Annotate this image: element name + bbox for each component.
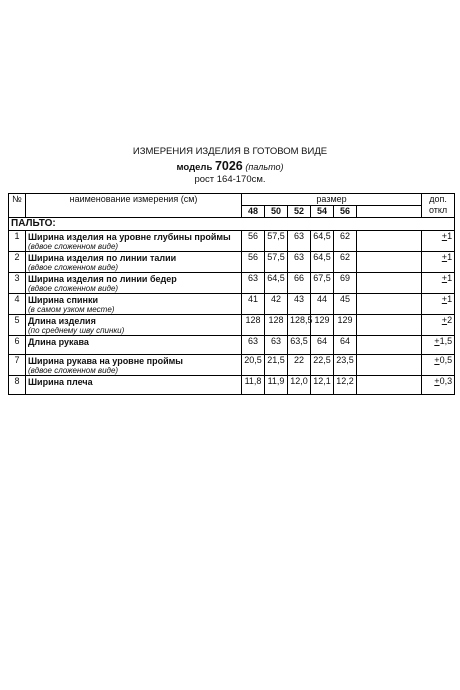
empty-cell — [357, 231, 422, 252]
tolerance-cell — [422, 315, 455, 336]
tolerance-value: 1 — [447, 273, 453, 283]
tolerance-value: 0,5 — [439, 355, 453, 365]
tolerance-sign: + — [441, 231, 448, 241]
size-value: 69 — [334, 273, 357, 294]
size-value: 66 — [288, 273, 311, 294]
measurement-name-cell — [26, 294, 242, 315]
size-value: 22,5 — [311, 355, 334, 376]
size-value: 62 — [334, 252, 357, 273]
size-value: 12,2 — [334, 376, 357, 395]
measurement-name: Ширина изделия по линии бедер — [28, 274, 177, 284]
tolerance-sign: + — [434, 376, 440, 386]
size-value: 21,5 — [265, 355, 288, 376]
tolerance-cell — [422, 376, 455, 395]
row-number: 6 — [9, 336, 26, 355]
header-tolerance-1: доп. — [429, 194, 447, 204]
row-number: 7 — [9, 355, 26, 376]
measurement-name: Длина изделия — [28, 316, 96, 326]
tolerance-value: 1,5 — [439, 336, 453, 346]
size-value: 128,5 — [288, 315, 311, 336]
tolerance-sign: + — [441, 252, 448, 262]
model-number: 7026 — [214, 159, 243, 173]
tolerance-sign: + — [434, 355, 440, 365]
row-number: 5 — [9, 315, 26, 336]
measurement-table — [8, 193, 455, 395]
size-value: 56 — [242, 252, 265, 273]
size-value: 63 — [288, 231, 311, 252]
model-label: модель — [176, 162, 213, 173]
size-value: 43 — [288, 294, 311, 315]
empty-cell — [357, 376, 422, 395]
size-value: 62 — [334, 231, 357, 252]
row-number: 1 — [9, 231, 26, 252]
measurement-note: (вдвое сложенном виде) — [28, 263, 119, 272]
row-number: 4 — [9, 294, 26, 315]
tolerance-value: 1 — [447, 231, 453, 241]
size-value: 23,5 — [334, 355, 357, 376]
size-value: 44 — [311, 294, 334, 315]
measurement-name: Ширина плеча — [28, 377, 93, 387]
tolerance-cell — [422, 355, 455, 376]
empty-cell — [357, 315, 422, 336]
measurement-name: Ширина рукава на уровне проймы — [28, 356, 183, 366]
size-empty — [357, 206, 422, 218]
tolerance-sign: + — [434, 336, 440, 346]
size-value: 11,9 — [265, 376, 288, 395]
size-value: 129 — [311, 315, 334, 336]
table-row — [9, 355, 455, 376]
size-value: 63 — [242, 273, 265, 294]
tolerance-cell — [422, 252, 455, 273]
measurement-name: Ширина спинки — [28, 295, 98, 305]
size-value: 41 — [242, 294, 265, 315]
tolerance-value: 2 — [447, 315, 453, 325]
table-row — [9, 252, 455, 273]
measurement-name-cell — [26, 376, 242, 395]
measurement-note: (в самом узком месте) — [28, 305, 115, 314]
measurement-name-cell — [26, 315, 242, 336]
size-56: 56 — [334, 206, 357, 218]
size-value: 128 — [242, 315, 265, 336]
row-number: 2 — [9, 252, 26, 273]
document-title: ИЗМЕРЕНИЯ ИЗДЕЛИЯ В ГОТОВОМ ВИДЕ — [132, 146, 328, 157]
size-value: 63 — [265, 336, 288, 355]
size-value: 64 — [334, 336, 357, 355]
empty-cell — [357, 273, 422, 294]
table-row — [9, 315, 455, 336]
size-value: 11,8 — [242, 376, 265, 395]
size-value: 63 — [242, 336, 265, 355]
empty-cell — [357, 355, 422, 376]
measurement-name: Ширина изделия на уровне глубины проймы — [28, 232, 231, 242]
header-size: размер — [242, 194, 422, 206]
size-value: 67,5 — [311, 273, 334, 294]
measurement-note: (по среднему шву спинки) — [28, 326, 125, 335]
size-value: 64,5 — [265, 273, 288, 294]
tolerance-value: 1 — [447, 294, 453, 304]
header-tolerance — [422, 194, 455, 218]
table-row — [9, 294, 455, 315]
size-value: 22 — [288, 355, 311, 376]
size-48: 48 — [242, 206, 265, 218]
size-value: 64,5 — [311, 231, 334, 252]
size-52: 52 — [288, 206, 311, 218]
size-value: 57,5 — [265, 252, 288, 273]
empty-cell — [357, 294, 422, 315]
model-note: (пальто) — [245, 162, 284, 172]
row-number: 3 — [9, 273, 26, 294]
measurement-note: (вдвое сложенном виде) — [28, 284, 119, 293]
header-tolerance-2: откл — [428, 205, 448, 215]
measurement-name-cell — [26, 231, 242, 252]
table-header-row — [9, 194, 455, 206]
tolerance-cell — [422, 294, 455, 315]
table-row — [9, 273, 455, 294]
row-number: 8 — [9, 376, 26, 395]
measurement-name-cell — [26, 252, 242, 273]
table-row — [9, 336, 455, 355]
size-value: 64 — [311, 336, 334, 355]
size-value: 56 — [242, 231, 265, 252]
size-value: 64,5 — [311, 252, 334, 273]
size-50: 50 — [265, 206, 288, 218]
tolerance-sign: + — [441, 315, 448, 325]
tolerance-value: 1 — [447, 252, 453, 262]
header-name: наименование измерения (см) — [26, 194, 242, 218]
measurement-note: (вдвое сложенном виде) — [28, 242, 119, 251]
size-value: 129 — [334, 315, 357, 336]
tolerance-cell — [422, 273, 455, 294]
tolerance-value: 0,3 — [439, 376, 453, 386]
size-value: 45 — [334, 294, 357, 315]
size-value: 63 — [288, 252, 311, 273]
height-line: рост 164-170см. — [194, 174, 266, 185]
size-value: 12,1 — [311, 376, 334, 395]
tolerance-cell — [422, 231, 455, 252]
model-line — [0, 159, 460, 173]
tolerance-sign: + — [441, 294, 448, 304]
measurement-name-cell — [26, 336, 242, 355]
measurement-name-cell — [26, 273, 242, 294]
tolerance-cell — [422, 336, 455, 355]
empty-cell — [357, 252, 422, 273]
header-no: № — [9, 194, 26, 218]
table-row — [9, 376, 455, 395]
size-54: 54 — [311, 206, 334, 218]
size-value: 42 — [265, 294, 288, 315]
size-value: 12,0 — [288, 376, 311, 395]
section-row — [9, 218, 455, 231]
measurement-name: Длина рукава — [28, 337, 89, 347]
measurement-name: Ширина изделия по линии талии — [28, 253, 177, 263]
size-value: 63,5 — [288, 336, 311, 355]
measurement-name-cell — [26, 355, 242, 376]
size-value: 128 — [265, 315, 288, 336]
section-label: ПАЛЬТО: — [9, 218, 455, 231]
table-row — [9, 231, 455, 252]
table-body — [9, 194, 455, 395]
measurement-note: (вдвое сложенном виде) — [28, 366, 119, 375]
empty-cell — [357, 336, 422, 355]
size-value: 57,5 — [265, 231, 288, 252]
size-value: 20,5 — [242, 355, 265, 376]
tolerance-sign: + — [441, 273, 448, 283]
